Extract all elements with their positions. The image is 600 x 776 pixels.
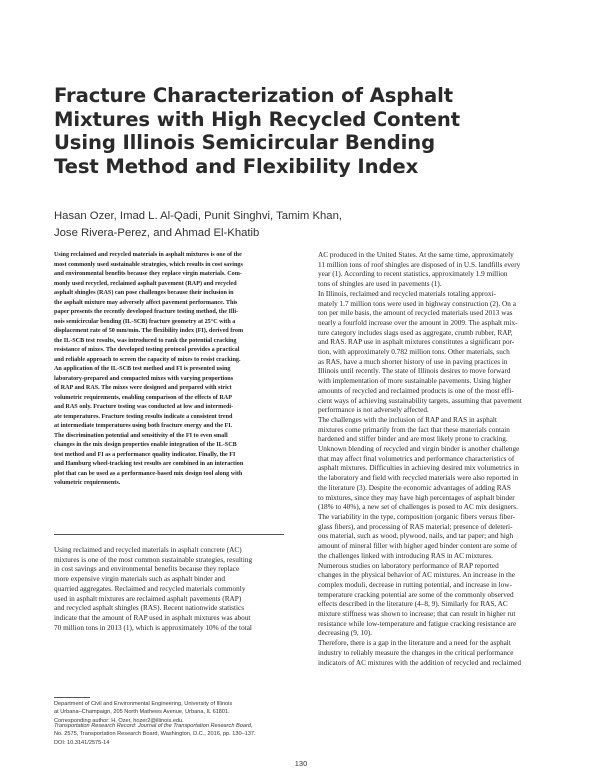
abstract-line: An application of the IL-SCB test method and FI is presented using bbox=[54, 366, 231, 372]
body-line: cient ways of achieving sustainability targets, assuming that pavement bbox=[318, 396, 522, 405]
abstract-line: the IL-SCB test results, was introduced to rank the potential cracking bbox=[54, 337, 237, 344]
body-line: ous material, such as wood, plywood, nails, and tar paper; and high bbox=[318, 532, 514, 541]
abstract-line: volumetric requirements. bbox=[54, 480, 121, 486]
title-line: Test Method and Flexibility Index bbox=[54, 154, 419, 178]
body-line: ton per mile basis, the amount of recycled materials used 2013 was bbox=[318, 309, 513, 318]
abstract-line: changes in the mix design properties enable integration of the IL-SCB bbox=[54, 442, 237, 448]
body-line: effects described in the literature (4–8, 9). Similarly for RAS, AC bbox=[318, 600, 508, 609]
body-line: more expensive virgin materials such as asphalt binder and bbox=[54, 575, 225, 584]
title-line: Mixtures with High Recycled Content bbox=[54, 107, 460, 131]
abstract-line: the asphalt mixture may adversely affect pavement performance. This bbox=[54, 299, 238, 306]
abstract-line: volumetric requirements, enabling comparison of the effects of RAP bbox=[54, 394, 232, 401]
body-line: year (1). According to recent statistics, approximately 1.9 million bbox=[318, 270, 508, 279]
body-line: quarried aggregates. Reclaimed and recycled materials commonly bbox=[54, 584, 246, 593]
body-line: indicators of AC mixtures with the addition of recycled and reclaimed bbox=[318, 658, 521, 667]
affiliation-line: Corresponding author: H. Ozer, hozer2@illinois.edu. bbox=[54, 717, 184, 724]
abstract-line: ate temperatures. Fracture testing results indicate a consistent trend bbox=[54, 413, 233, 420]
body-line: The variability in the type, composition (organic fibers versus fiber- bbox=[318, 512, 516, 521]
body-line: mixtures come primarily from the fact that these materials contain bbox=[318, 425, 510, 434]
body-line: In Illinois, reclaimed and recycled materials totaling approxi- bbox=[318, 289, 496, 298]
abstract-line: The discrimination potential and sensitivity of the FI to even small bbox=[54, 432, 228, 439]
body-line: to mixtures, since they may have high percentages of asphalt binder bbox=[318, 493, 515, 502]
body-line: tons of shingles are used in pavements (1). bbox=[318, 280, 442, 289]
title-line: Fracture Characterization of Asphalt bbox=[54, 84, 454, 107]
abstract-line: Using reclaimed and recycled materials in asphalt mixtures is one of the bbox=[54, 252, 242, 258]
abstract-line: and environmental benefits because they replace virgin materials. Com- bbox=[54, 271, 242, 277]
body-line: the laboratory and field with recycled materials were also reported in bbox=[318, 474, 519, 483]
author-line: Jose Rivera-Perez, and Ahmad El-Khatib bbox=[54, 227, 260, 239]
author-line: Hasan Ozer, Imad L. Al-Qadi, Punit Singhvi, Tamim Khan, bbox=[54, 210, 342, 222]
body-line: asphalt mixtures. Difficulties in achieving desired mix volumetrics in bbox=[318, 464, 520, 473]
citation-footnote bbox=[54, 722, 294, 747]
abstract bbox=[54, 251, 312, 489]
abstract-line: nois semicircular bending (IL-SCB) fracture geometry at 25°C with a bbox=[54, 318, 236, 325]
title-line: Using Illinois Semicircular Bending bbox=[54, 131, 436, 154]
body-line: used in asphalt mixtures are reclaimed asphalt pavements (RAP) bbox=[54, 594, 242, 603]
body-line: the challenges linked with introducing RAS in AC mixtures. bbox=[318, 551, 493, 560]
body-line: resistance while low-temperature and fatigue cracking resistance are bbox=[318, 619, 517, 628]
body-line: amounts of recycled and reclaimed products is one of the most effi- bbox=[318, 386, 514, 395]
body-line: Therefore, there is a gap in the literature and a need for the asphalt bbox=[318, 639, 511, 648]
body-line: decreasing (9, 10). bbox=[318, 629, 372, 638]
body-line: The challenges with the inclusion of RAP and RAS in asphalt bbox=[318, 415, 497, 424]
citation-line: No. 2575, Transportation Research Board, Washington, D.C., 2016, pp. 130–137. bbox=[54, 731, 256, 738]
abstract-line: laboratory-prepared and compacted mixes with varying proportions bbox=[54, 375, 234, 382]
page-number: 130 bbox=[294, 759, 308, 768]
abstract-line: monly used recycled, reclaimed asphalt pavement (RAP) and recycled bbox=[54, 280, 237, 287]
body-line: Using reclaimed and recycled materials in asphalt concrete (AC) bbox=[54, 546, 242, 554]
affiliation-line: Department of Civil and Environmental Engineering, University of Illinois bbox=[54, 701, 233, 707]
body-line: mixture stiffness was shown to increase; that can result in higher rut bbox=[318, 610, 516, 619]
body-line: AC produced in the United States. At the same time, approximately bbox=[318, 251, 514, 259]
body-line: Unknown blending of recycled and virgin binder is another challenge bbox=[318, 445, 520, 454]
abstract-line: and RAS only. Fracture testing was conducted at low and intermedi- bbox=[54, 404, 234, 410]
body-line: mately 1.7 million tons were used in highway construction (2). On a bbox=[318, 299, 516, 308]
citation-line: DOI: 10.3141/2575-14 bbox=[54, 739, 110, 746]
body-line: ture category includes slags used as aggregate, crumb rubber, RAP, bbox=[318, 328, 513, 337]
body-line: industry to reliably measure the changes in the critical performance bbox=[318, 648, 514, 657]
abstract-line: and reliable approach to screen the capacity of mixes to resist cracking. bbox=[54, 356, 241, 363]
abstract-divider bbox=[54, 534, 284, 535]
body-line: changes in the physical behavior of AC mixtures. An increase in the bbox=[318, 571, 515, 580]
body-right-column bbox=[318, 251, 558, 668]
abstract-line: displacement rate of 50 mm/min. The flexibility index (FI), derived from bbox=[54, 328, 244, 334]
body-line: Numerous studies on laboratory performance of RAP reported bbox=[318, 561, 499, 570]
body-line: and RAS. RAP use in asphalt mixtures constitutes a significant por- bbox=[318, 338, 515, 347]
body-line: with implementation of more sustainable pavements. Using higher bbox=[318, 377, 511, 386]
abstract-line: and Hamburg wheel-tracking test results are combined in an interaction bbox=[54, 461, 244, 467]
body-line: tion, with approximately 0.782 million tons. Other materials, such bbox=[318, 348, 510, 357]
body-line: as RAS, have a much shorter history of use in paving practices in bbox=[318, 357, 508, 366]
author-list bbox=[54, 208, 534, 242]
abstract-line: plot that can be used as a performance-based mix design tool along with bbox=[54, 470, 243, 477]
paper-title bbox=[54, 84, 524, 178]
abstract-line: at intermediate temperatures using both fracture energy and the FI. bbox=[54, 423, 233, 429]
body-line: that may affect final volumetrics and performance characteristics of bbox=[318, 454, 515, 463]
citation-line: Transportation Research Record: Journal of the Transportation Research Board, bbox=[54, 723, 253, 729]
footnote-divider bbox=[54, 697, 90, 698]
abstract-line: most commonly used sustainable strategies, which results in cost savings bbox=[54, 261, 243, 268]
body-line: mixtures is one of the most common sustainable strategies, resulting bbox=[54, 555, 253, 564]
body-line: 11 million tons of roof shingles are disposed of in U.S. landfills every bbox=[318, 260, 521, 269]
body-line: nearly a fourfold increase over the amount in 2009. The asphalt mix- bbox=[318, 318, 518, 327]
body-line: temperature cracking potential are some of the commonly observed bbox=[318, 590, 514, 599]
body-line: and recycled asphalt shingles (RAS). Recent nationwide statistics bbox=[54, 604, 245, 613]
abstract-line: of RAP and RAS. The mixes were designed and prepared with strict bbox=[54, 385, 232, 391]
body-line: amount of mineral filler with higher aged binder content are some of bbox=[318, 542, 518, 551]
abstract-line: test method and FI as a performance quality indicator. Finally, the FI bbox=[54, 451, 236, 458]
body-line: in cost savings and environmental benefits because they replace bbox=[54, 565, 240, 574]
body-line: performance is not adversely affected. bbox=[318, 406, 429, 415]
body-line: (18% to 40%), a new set of challenges is posed to AC mix designers. bbox=[318, 503, 518, 512]
body-line: hardened and stiffer binder and are most likely prone to cracking. bbox=[318, 435, 508, 444]
abstract-line: asphalt shingles (RAS) can pose challenges because their inclusion in bbox=[54, 290, 234, 296]
body-line: glass fibers), and processing of RAS material; presence of deleteri- bbox=[318, 522, 513, 531]
abstract-line: resistance of mixes. The developed testing protocol provides a practical bbox=[54, 347, 240, 353]
intro-left-column bbox=[54, 546, 286, 633]
abstract-line: paper presents the recently developed fracture testing method, the Illi- bbox=[54, 309, 239, 315]
body-line: complex moduli, decrease in rutting potential, and increase in low- bbox=[318, 580, 512, 589]
body-line: indicate that the amount of RAP used in asphalt mixtures was about bbox=[54, 613, 251, 622]
body-line: the literature (3). Despite the economic advantages of adding RAS bbox=[318, 483, 511, 492]
body-line: Illinois until recently. The state of Illinois desires to move forward bbox=[318, 367, 511, 376]
body-line: 70 million tons in 2013 (1), which is approximately 10% of the total bbox=[54, 623, 252, 632]
affiliation-line: at Urbana–Champaign, 205 North Mathews Avenue, Urbana, IL 61801. bbox=[54, 709, 230, 716]
